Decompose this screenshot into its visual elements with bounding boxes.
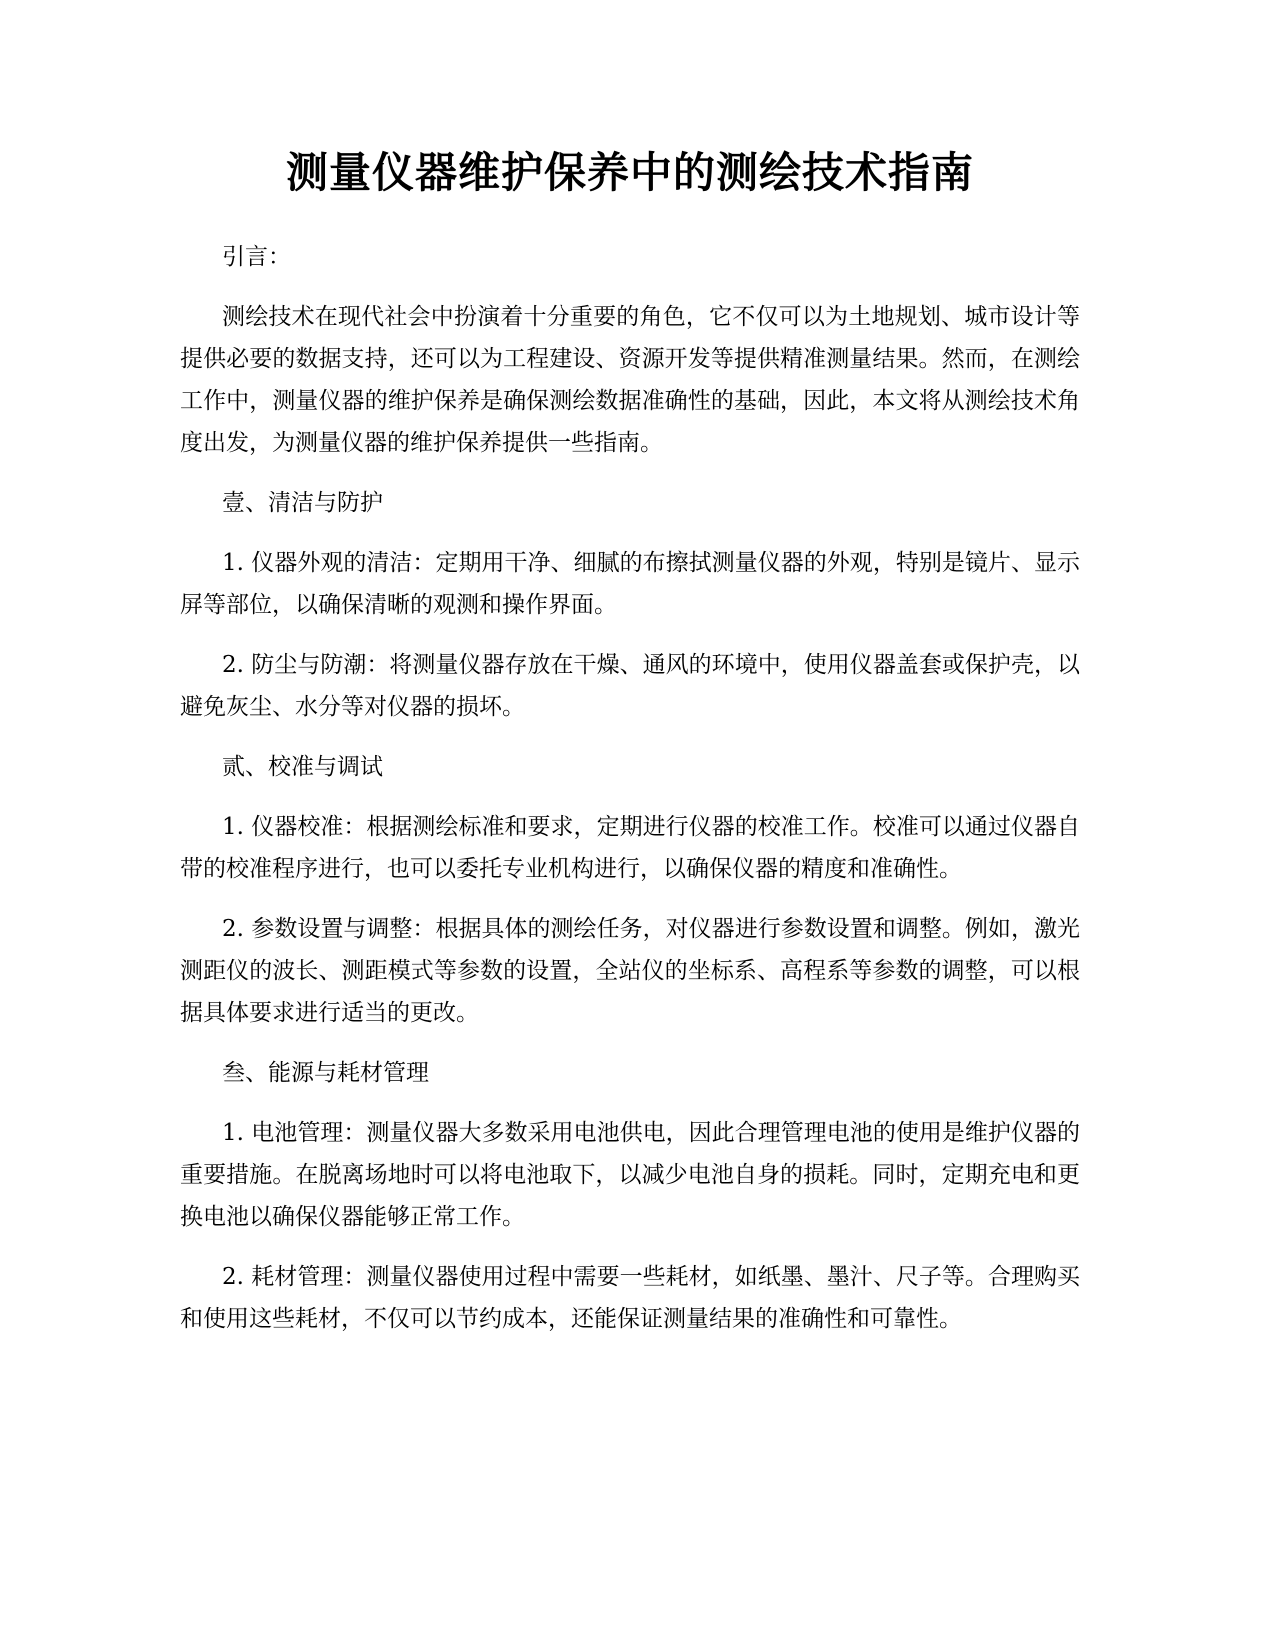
document-title: 测量仪器维护保养中的测绘技术指南 (285, 148, 974, 197)
section-heading-calibration: 贰、校准与调试 (222, 754, 383, 780)
section-heading-cleaning: 壹、清洁与防护 (222, 490, 383, 516)
intro-paragraph: 测绘技术在现代社会中扮演着十分重要的角色，它不仅可以为土地规划、城市设计等提供必要的数据支持，还可以为工程建设、资源开发等提供精准测量结果。然而，在测绘工作中，测量仪器的维护保养是确保测绘数据准确性的基础，因此，本文将从测绘技术角度出发，为测量仪器的维护保养提供一些指南。 (180, 304, 1080, 456)
list-item-exterior-cleaning: 1. 仪器外观的清洁：定期用干净、细腻的布擦拭测量仪器的外观，特别是镜片、显示屏等部位，以确保清晰的观测和操作界面。 (180, 550, 1080, 618)
document-body (180, 138, 1080, 1340)
section-heading-energy: 叁、能源与耗材管理 (222, 1060, 429, 1086)
list-item-dust-moisture: 2. 防尘与防潮：将测量仪器存放在干燥、通风的环境中，使用仪器盖套或保护壳，以避免灰尘、水分等对仪器的损坏。 (180, 652, 1080, 720)
list-item-battery-management: 1. 电池管理：测量仪器大多数采用电池供电，因此合理管理电池的使用是维护仪器的重要措施。在脱离场地时可以将电池取下，以减少电池自身的损耗。同时，定期充电和更换电池以确保仪器能够正常工作。 (180, 1120, 1080, 1230)
list-item-parameter-settings: 2. 参数设置与调整：根据具体的测绘任务，对仪器进行参数设置和调整。例如，激光测距仪的波长、测距模式等参数的设置，全站仪的坐标系、高程系等参数的调整，可以根据具体要求进行适当的更改。 (180, 916, 1080, 1026)
intro-heading: 引言： (222, 244, 291, 270)
list-item-consumables-management: 2. 耗材管理：测量仪器使用过程中需要一些耗材，如纸墨、墨汁、尺子等。合理购买和使用这些耗材，不仅可以节约成本，还能保证测量结果的准确性和可靠性。 (180, 1264, 1080, 1332)
list-item-instrument-calibration: 1. 仪器校准：根据测绘标准和要求，定期进行仪器的校准工作。校准可以通过仪器自带的校准程序进行，也可以委托专业机构进行，以确保仪器的精度和准确性。 (180, 814, 1080, 882)
